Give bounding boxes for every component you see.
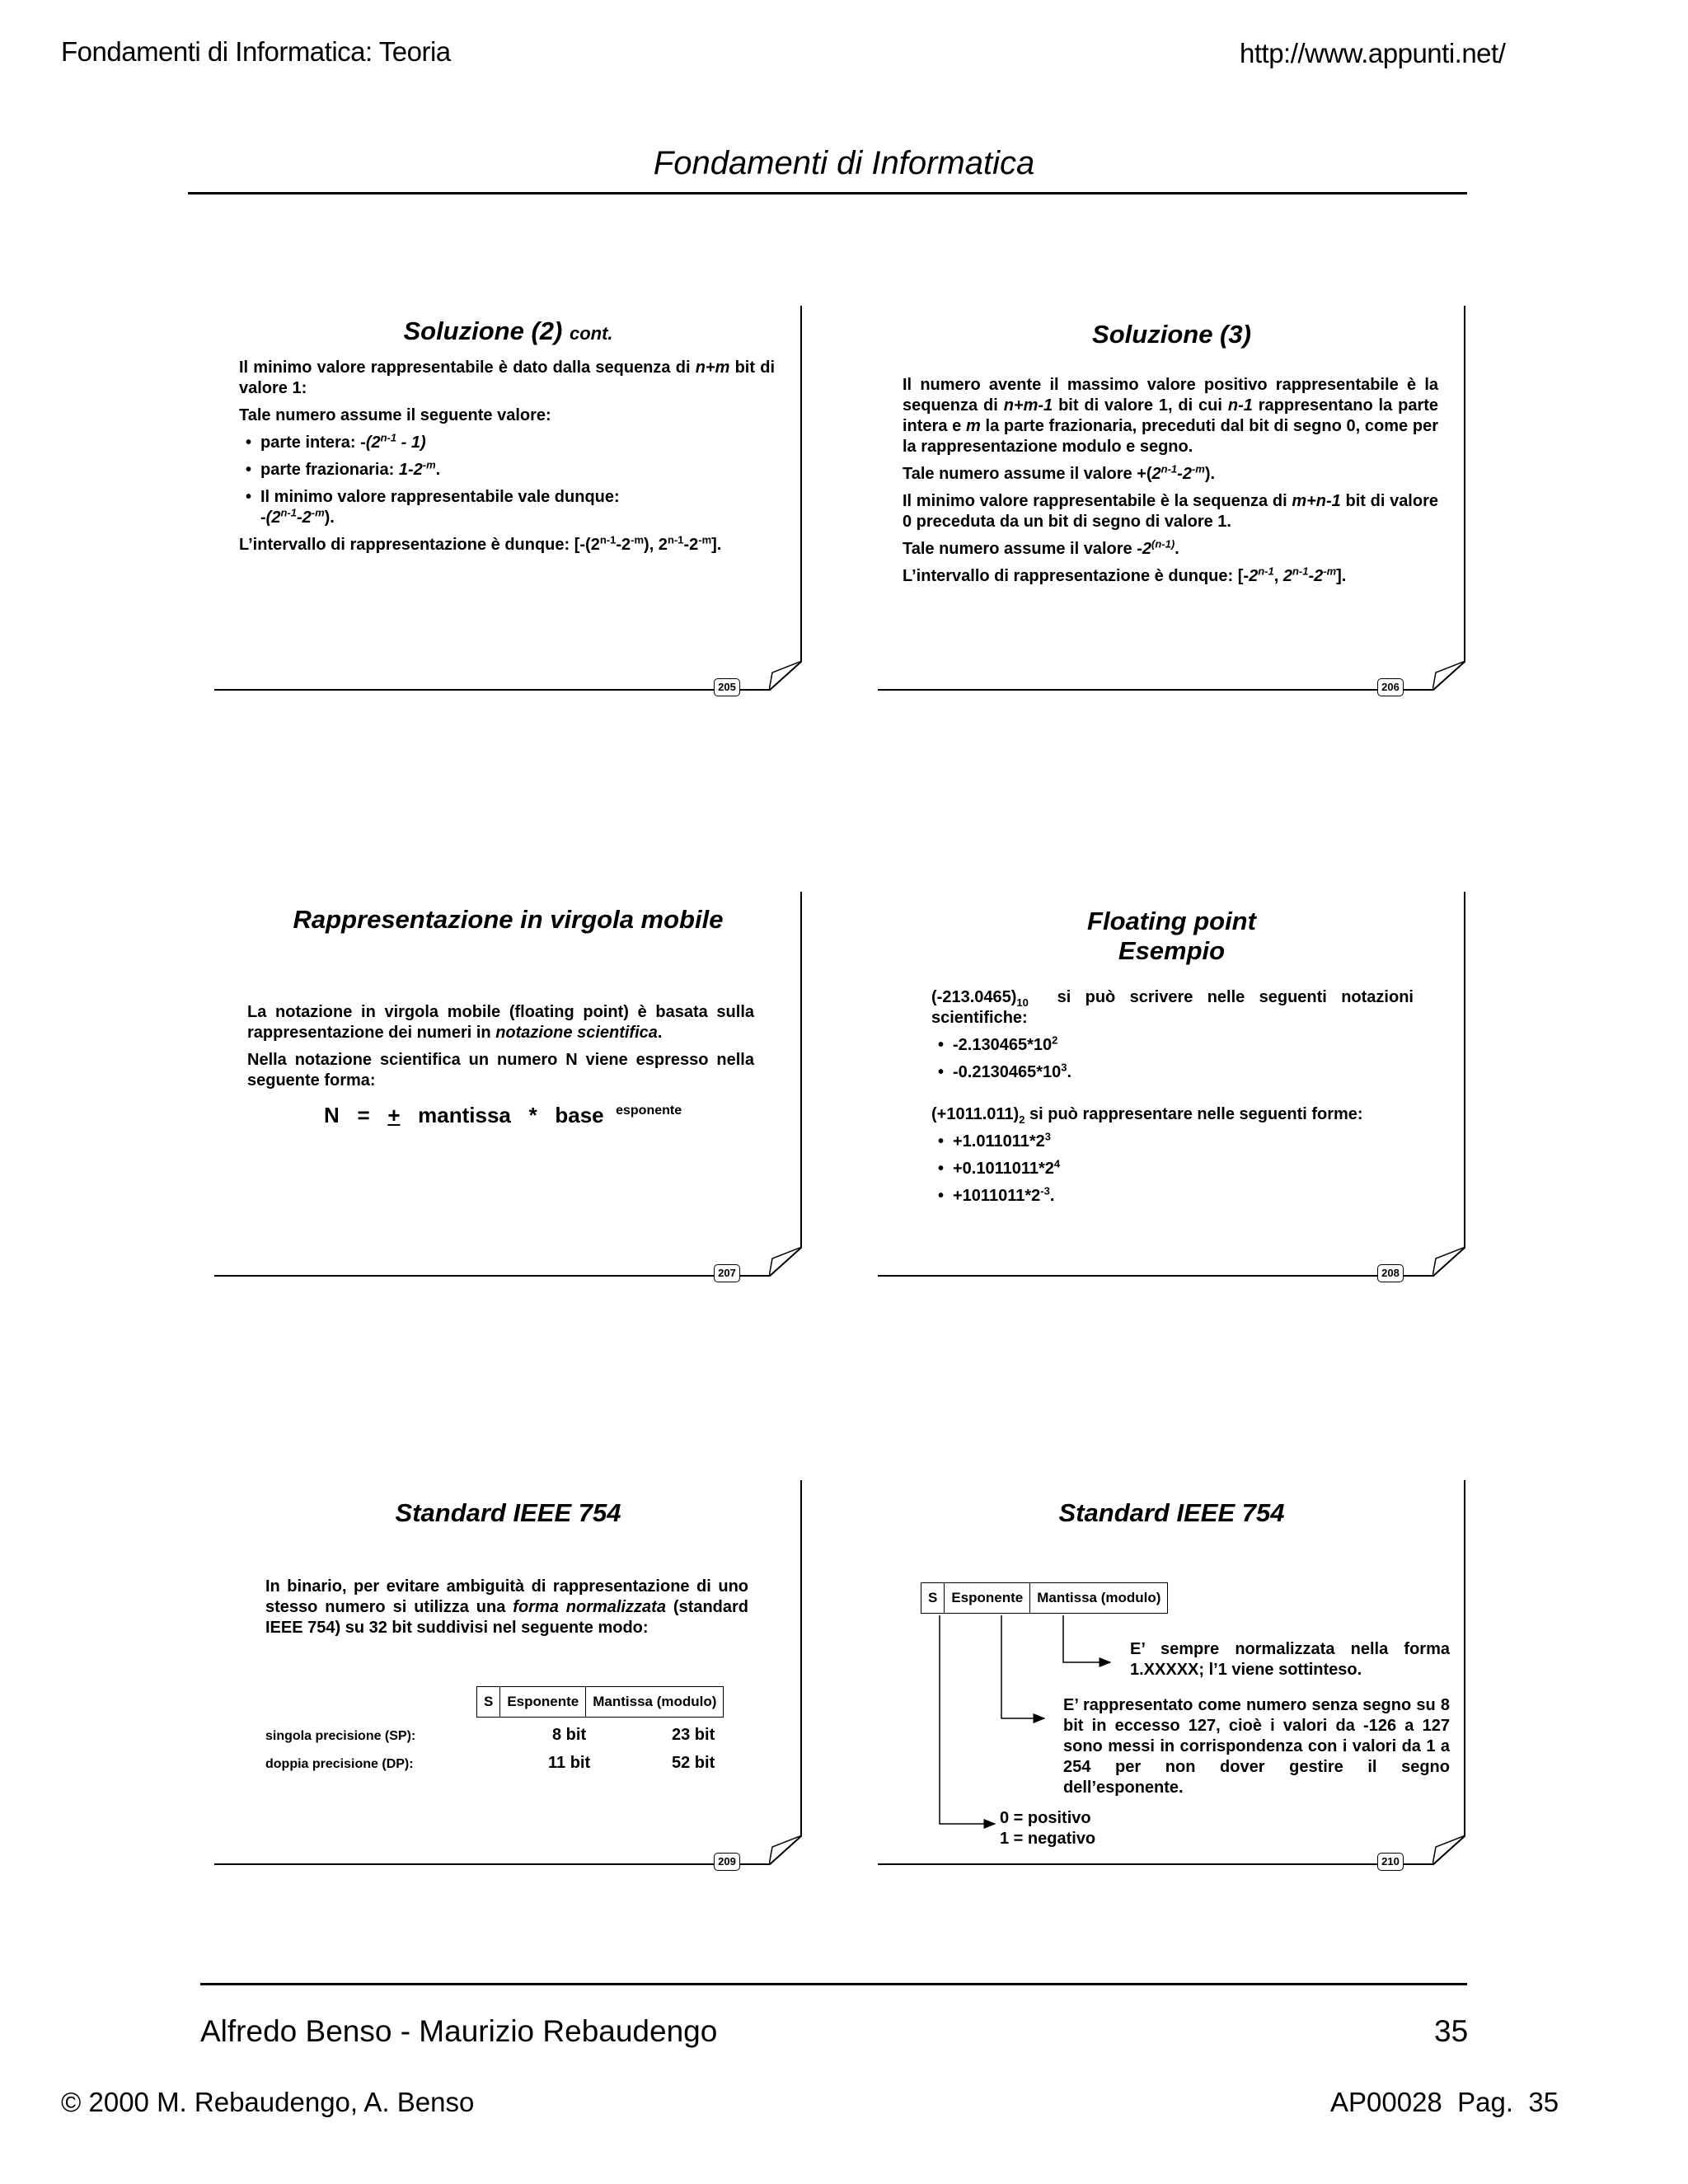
slide-205: [214, 306, 802, 693]
header-right: http://www.appunti.net/: [1240, 38, 1506, 68]
slide-title: Floating point Esempio: [1087, 907, 1256, 965]
header-left: Fondamenti di Informatica: Teoria: [61, 36, 451, 67]
sign-field: S: [921, 1583, 945, 1614]
exponent-field: Esponente: [945, 1583, 1030, 1614]
slide-number: 208: [1377, 1264, 1404, 1282]
sign-field: S: [477, 1687, 500, 1718]
slide-title: Soluzione (2) cont.: [403, 316, 613, 345]
footer-page: 35: [1434, 2014, 1469, 2048]
dp-label: doppia precisione (DP):: [265, 1757, 414, 1771]
floating-point-formula: N = + mantissa * base $^{esponente}$: [324, 1103, 682, 1127]
sp-mantissa-bits: 23 bit: [672, 1726, 715, 1744]
page-title: Fondamenti di Informatica: [653, 145, 1035, 181]
slide-title: Standard IEEE 754: [1058, 1498, 1285, 1527]
footer-authors: Alfredo Benso - Maurizio Rebaudengo: [200, 2014, 718, 2048]
slide-209: [214, 1480, 802, 1868]
mantissa-field: Mantissa (modulo): [586, 1687, 724, 1718]
exponent-field: Esponente: [500, 1687, 586, 1718]
slide-208: [878, 892, 1465, 1279]
slide-number: 205: [714, 678, 740, 696]
dp-mantissa-bits: 52 bit: [672, 1754, 715, 1772]
footer-copyright: © 2000 M. Rebaudengo, A. Benso: [61, 2087, 475, 2117]
slide-210: [878, 1480, 1465, 1868]
sign-note: 0 = positivo 1 = negativo: [1000, 1809, 1096, 1848]
footer-code: AP00028 Pag. 35: [1330, 2087, 1559, 2117]
mantissa-note: E’ sempre normalizzata nella forma 1.XXXXX; l’1 viene sottinteso.: [1130, 1640, 1450, 1679]
slide-title: Soluzione (3): [1092, 320, 1251, 349]
footer-rule: [200, 1983, 1467, 1985]
slide-number: 207: [714, 1264, 740, 1282]
slide-body: Il minimo valore rappresentabile è dato dalla sequenza di n+m bit di valore 1: Tale numero assume il seguente valore: • parte intera: -(2$^{n-1}$ - 1) • parte frazionaria: $1-2^{-m}$. • Il minimo valore rappresentabile vale dunque: $-(2^{n-1}-2^{-m})$. L’intervallo di rappresentazione è dunque: [$-(2^{n-1}-2^{-m})$, $2^{n-1}-2^{-m}$].: [239, 359, 775, 554]
slide-number: 209: [714, 1853, 740, 1871]
slide-number: 206: [1377, 678, 1404, 696]
slide-title: Standard IEEE 754: [395, 1498, 621, 1527]
slide-title: Rappresentazione in virgola mobile: [293, 905, 724, 934]
sp-label: singola precisione (SP):: [265, 1729, 416, 1743]
mantissa-field: Mantissa (modulo): [1030, 1583, 1168, 1614]
slide-body: $(-213.0465)_{10}$ si può scrivere nelle seguenti notazioni scientifiche: • $-2.130465*10^2$ • $-0.2130465*10^3$. $(+1011.011)_2$ si può rappresentare nelle seguenti forme: • $+1.011011*2^3$ • $+0.1011011*2^4$ • $+1011011*2^{-3}$.: [931, 988, 1414, 1205]
slide-206: [878, 306, 1465, 693]
ieee-format-table: [476, 1686, 724, 1718]
slide-body: Il numero avente il massimo valore positivo rappresentabile è la sequenza di n+m-1 bit di valore 1, di cui n-1 rappresentano la parte intera e m la parte frazionaria, preceduti dal bit di segno 0, come per la rappresentazione modulo e segno. Tale numero assume il valore $+(2^{n-1}-2^{-m})$. Il minimo valore rappresentabile è la sequenza di m+n-1 bit di valore 0 preceduta da un bit di segno di valore 1. Tale numero assume il valore -2$^{(n-1)}$. L’intervallo di rappresentazione è dunque: [-2$^{n-1}$, $2^{n-1}-2^{-m}$].: [903, 376, 1439, 585]
dp-exponent-bits: 11 bit: [548, 1754, 591, 1772]
slide-number: 210: [1377, 1853, 1404, 1871]
title-rule: [188, 192, 1467, 194]
slide-207: [214, 892, 802, 1279]
exponent-note: E’ rappresentato come numero senza segno su 8 bit in eccesso 127, cioè i valori da -126 a 127 sono messi in corrispondenza con i valori da 1 a 254 per non dover gestire il segno dell’esponente.: [1063, 1696, 1450, 1797]
sp-exponent-bits: 8 bit: [552, 1726, 587, 1744]
slide-body: In binario, per evitare ambiguità di rappresentazione di uno stesso numero si utilizza una forma normalizzata (standard IEEE 754) su 32 bit suddivisi nel seguente modo:: [265, 1577, 749, 1637]
slide-body: La notazione in virgola mobile (floating point) è basata sulla rappresentazione dei numeri in notazione scientifica. Nella notazione scientifica un numero N viene espresso nella seguente forma:: [247, 1003, 754, 1090]
